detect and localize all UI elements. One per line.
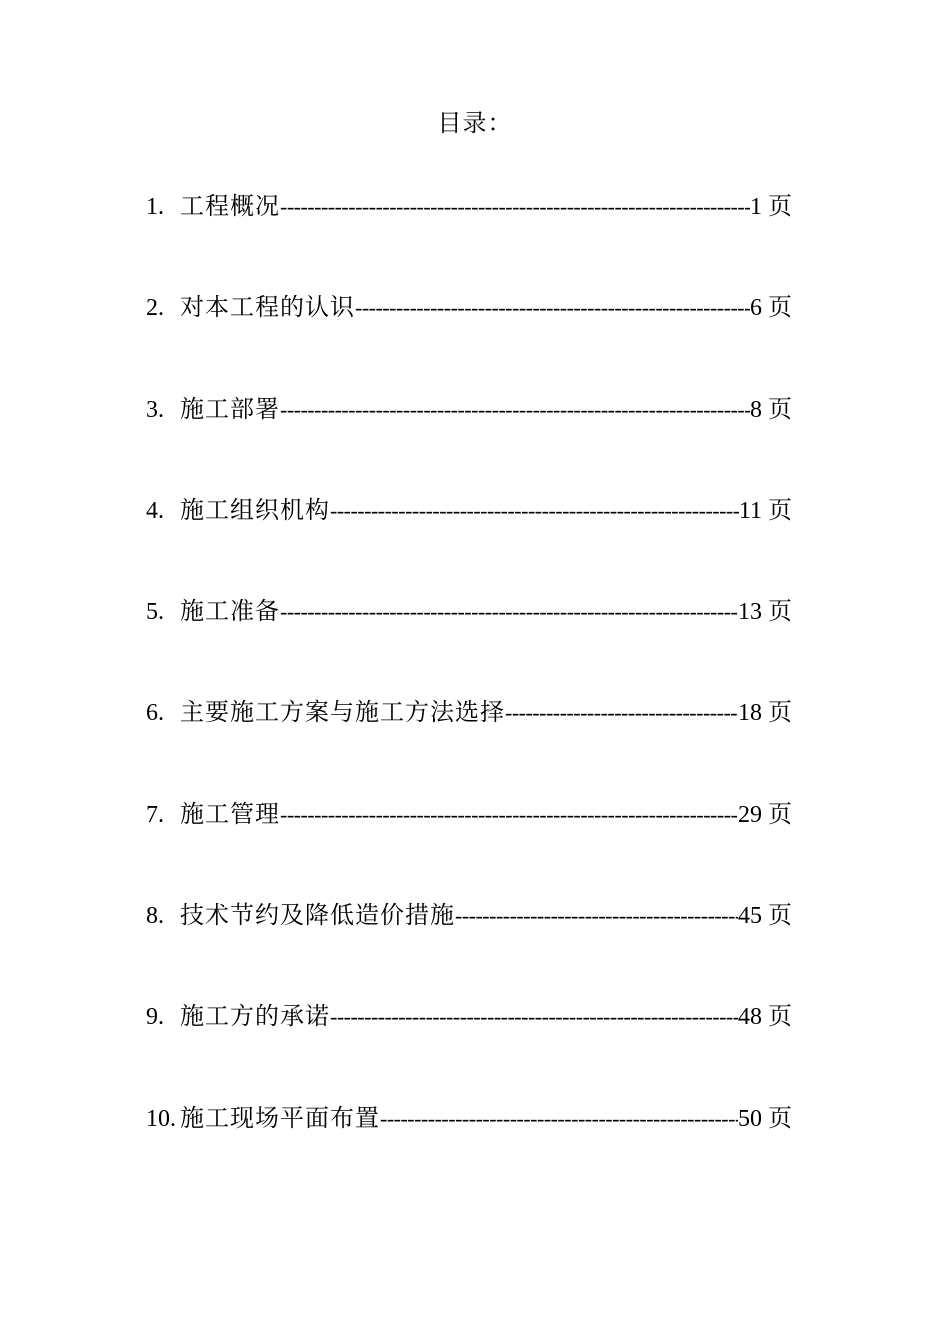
toc-entry-page: 8 xyxy=(750,396,762,423)
toc-entry[interactable] xyxy=(146,292,792,393)
toc-entry-label: 施工方的承诺 xyxy=(180,1004,330,1031)
toc-entry[interactable] xyxy=(146,191,792,292)
toc-entry-label: 技术节约及降低造价措施 xyxy=(180,903,455,930)
toc-page-unit: 页 xyxy=(768,903,792,930)
toc-entry-page: 50 xyxy=(738,1105,762,1132)
toc-entry-label: 施工组织机构 xyxy=(180,497,330,524)
toc-leader-dashes xyxy=(280,799,738,831)
toc-page-unit: 页 xyxy=(768,194,792,220)
toc-entry-label: 施工管理 xyxy=(180,801,280,828)
toc-page-unit: 页 xyxy=(768,1105,792,1132)
toc-entry-number: 9. xyxy=(146,1004,164,1031)
toc-leader-dashes xyxy=(280,596,738,628)
toc-entry-label: 施工准备 xyxy=(180,599,280,626)
toc-entry-number: 8. xyxy=(146,903,164,930)
toc-entry-label: 施工现场平面布置 xyxy=(180,1105,380,1132)
toc-title: 目录： xyxy=(437,111,513,137)
toc-leader-dashes xyxy=(280,394,750,426)
toc-entry-number: 3. xyxy=(146,396,164,423)
toc-entry-page: 11 xyxy=(738,497,762,524)
toc-entry-page: 45 xyxy=(738,903,762,930)
toc-leader-dashes xyxy=(330,1001,738,1033)
toc-entry[interactable] xyxy=(146,394,792,495)
toc-entry-label: 对本工程的认识 xyxy=(180,295,355,322)
toc-leader-dashes xyxy=(280,191,750,223)
toc-entry[interactable] xyxy=(146,697,792,798)
toc-entry-label: 工程概况 xyxy=(180,194,280,220)
toc-leader-dashes xyxy=(355,292,750,324)
toc-entry-label: 施工部署 xyxy=(180,396,280,423)
toc-page-unit: 页 xyxy=(768,700,792,727)
toc-page-unit: 页 xyxy=(768,599,792,626)
toc-entry[interactable] xyxy=(146,1103,792,1204)
toc-entry[interactable] xyxy=(146,596,792,697)
toc-entry-page: 1 xyxy=(750,194,762,220)
toc-entry[interactable] xyxy=(146,799,792,900)
toc-entry[interactable] xyxy=(146,900,792,1001)
toc-page-unit: 页 xyxy=(768,396,792,423)
toc-entry-number: 1. xyxy=(146,194,164,220)
toc-entry-number: 5. xyxy=(146,599,164,626)
toc-entry[interactable] xyxy=(146,1001,792,1102)
toc-leader-dashes xyxy=(330,495,739,527)
toc-entry-number: 10. xyxy=(146,1105,176,1132)
toc-entry-page: 48 xyxy=(738,1004,762,1031)
toc-entry[interactable] xyxy=(146,495,792,596)
toc-entry-page: 29 xyxy=(738,801,762,828)
toc-entry-page: 18 xyxy=(738,700,762,727)
toc-entry-page: 6 xyxy=(750,295,762,322)
toc-page-unit: 页 xyxy=(768,295,792,322)
toc-entry-label: 主要施工方案与施工方法选择 xyxy=(180,700,505,727)
toc-entry-number: 4. xyxy=(146,497,164,524)
toc-list xyxy=(146,191,792,1204)
toc-entry-number: 6. xyxy=(146,700,164,727)
toc-entry-number: 7. xyxy=(146,801,164,828)
toc-page-unit: 页 xyxy=(768,1004,792,1031)
toc-page-unit: 页 xyxy=(768,801,792,828)
toc-leader-dashes xyxy=(505,697,738,729)
toc-leader-dashes xyxy=(380,1103,738,1135)
toc-entry-page: 13 xyxy=(738,599,762,626)
toc-page-unit: 页 xyxy=(768,497,792,524)
toc-leader-dashes xyxy=(455,900,738,932)
toc-entry-number: 2. xyxy=(146,295,164,322)
